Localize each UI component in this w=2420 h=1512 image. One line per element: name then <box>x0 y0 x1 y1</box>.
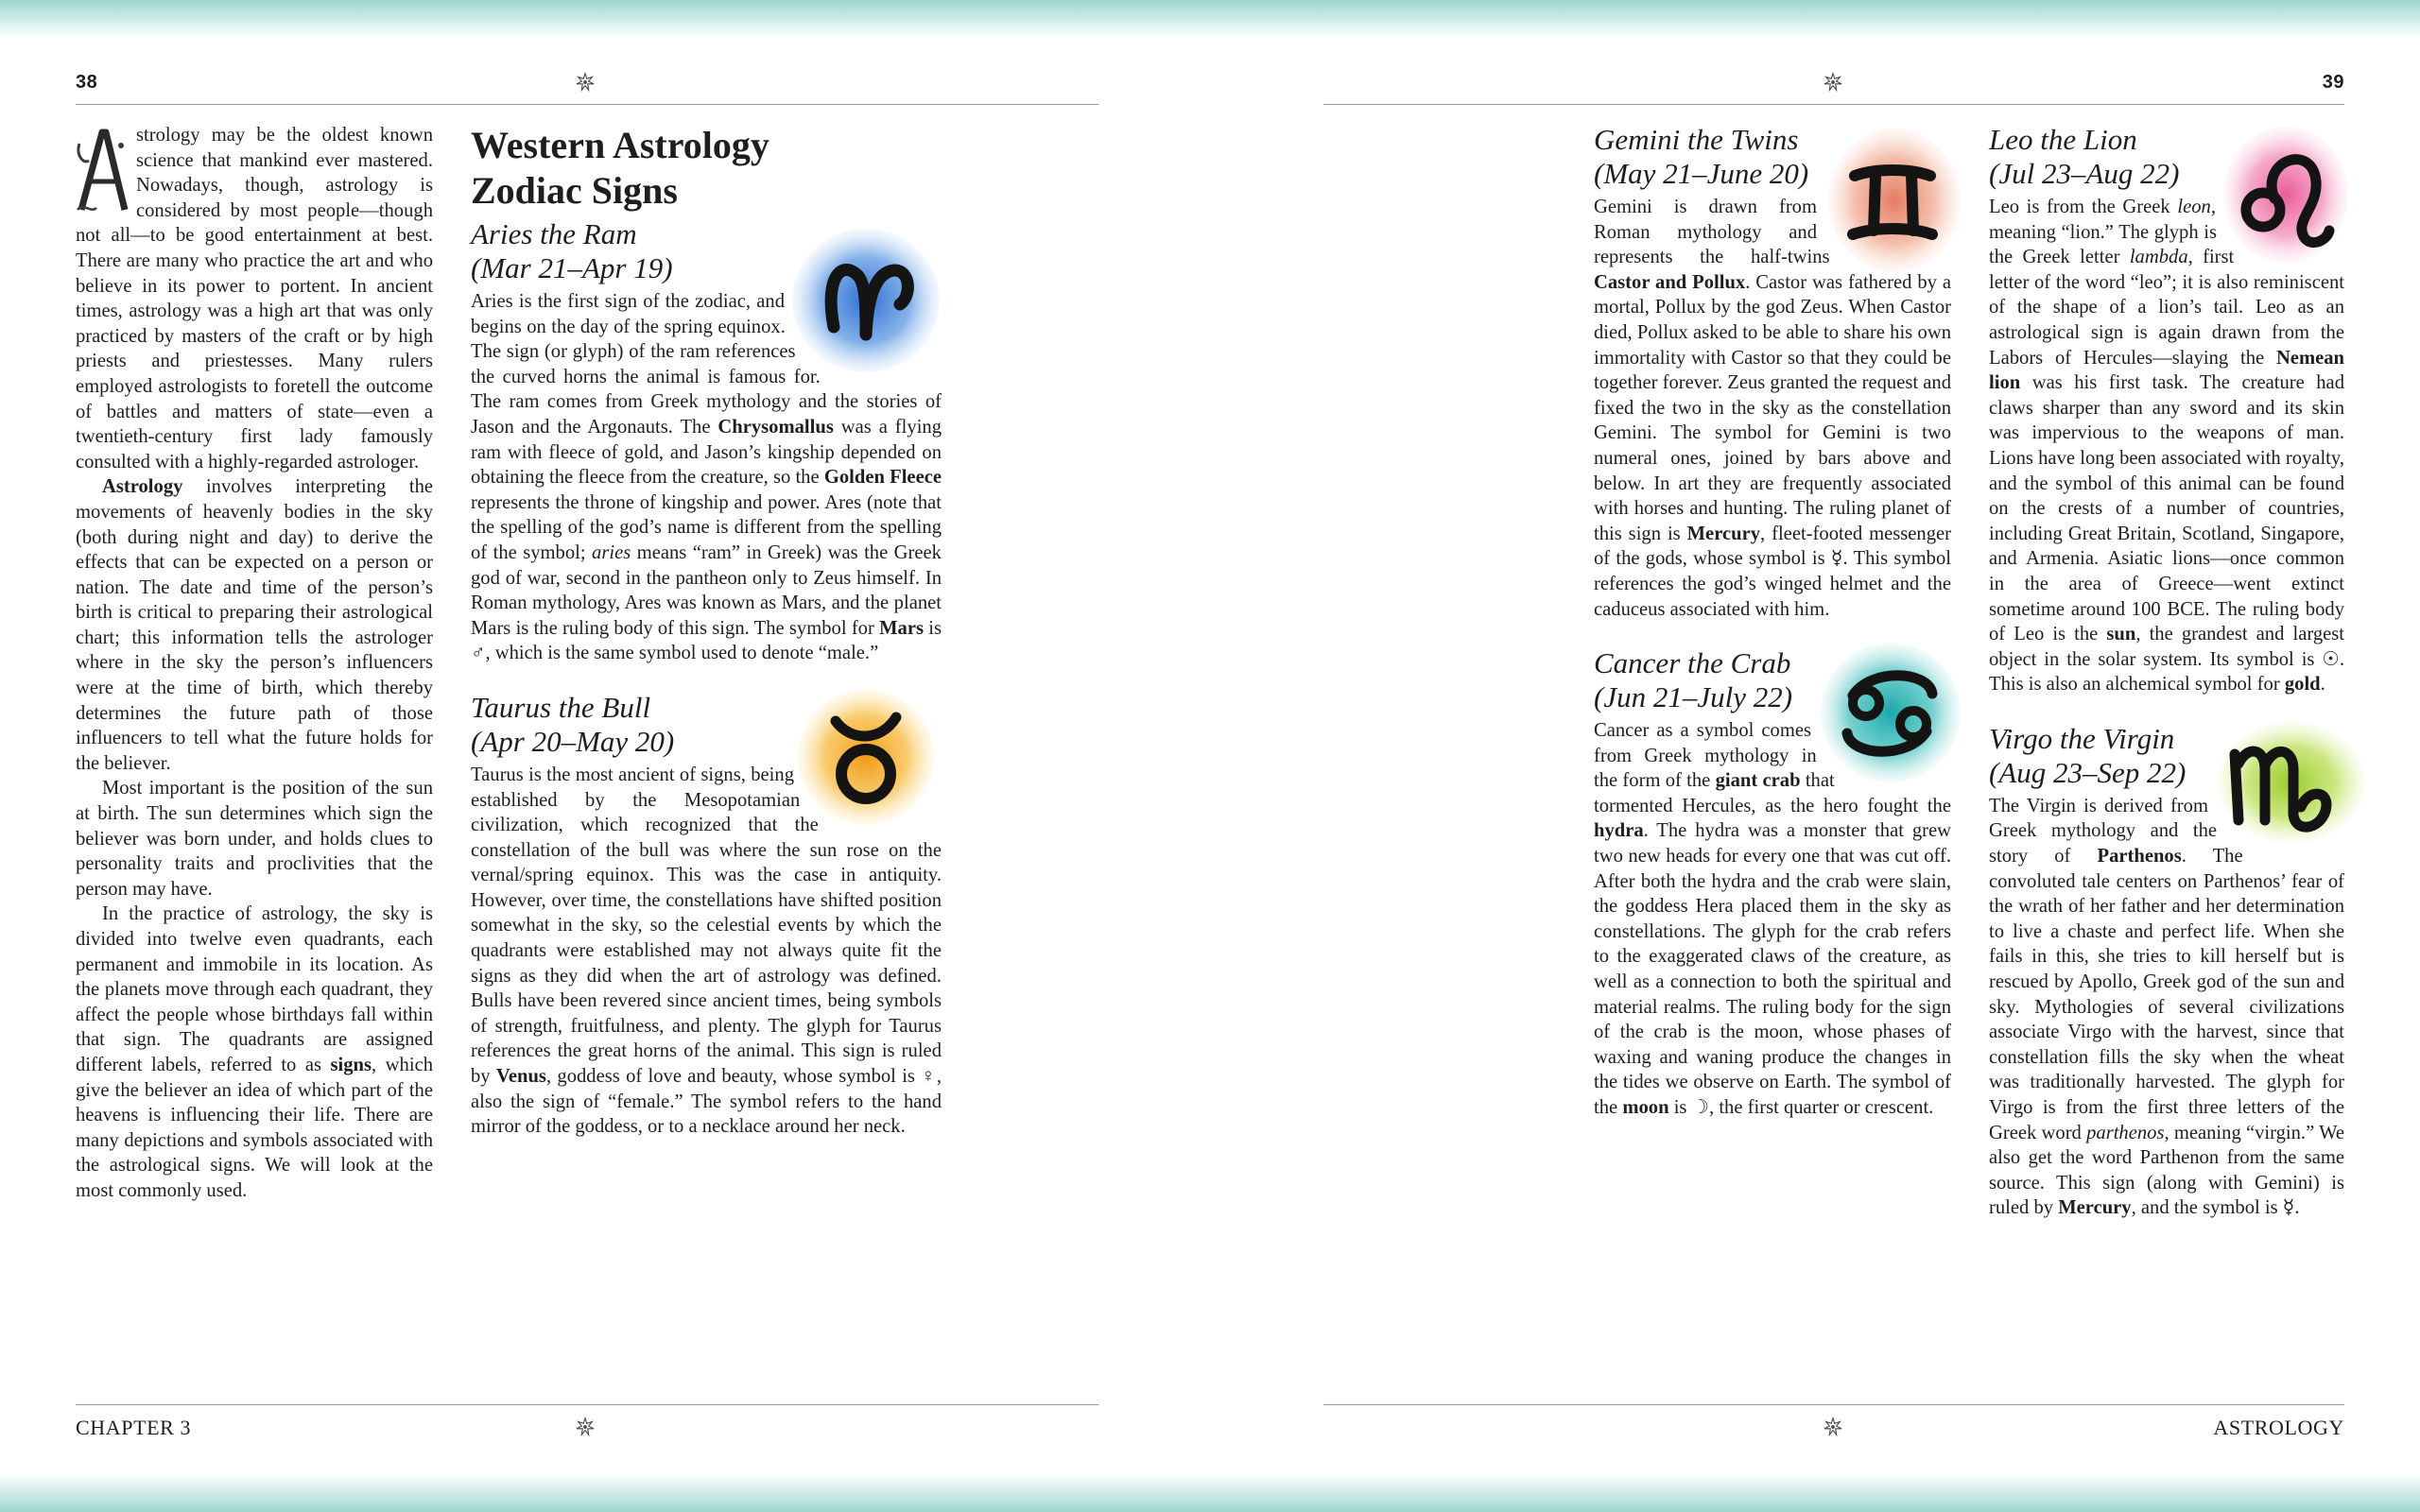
zodiac-column-right-1 <box>1594 123 1951 1121</box>
gemini-glyph-icon <box>1819 123 1961 274</box>
leo-text: Leo is from the Greek leon, meaning “lion.” The glyph is the Greek letter lambda, first letter of the word “leo”; it is also reminiscent of the shape of a lion’s tail. Leo as an astrological sign is again drawn from the Labors of Hercules—slaying the Nemean lion was his first task. The creature had claws sharper than any sword and its skin was impervious to the weapons of man. Lions have long been associated with royalty, and the symbol of this animal can be found on the crests of a number of countries, including Great Britain, Scotland, Singapore, and Armenia. Asiatic lions—once common in the area of Greece—went extinct sometime around 100 BCE. The ruling body of Leo is the sun, the grandest and largest object in the solar system. Its symbol is ☉. This is also an alchemical symbol for gold. <box>1989 197 2345 696</box>
right-page-number: 39 <box>2322 72 2344 93</box>
chapter-footer: CHAPTER 3 <box>76 1416 192 1439</box>
gemini-text: Gemini is drawn from Roman mythology and represents the half-twins Castor and Pollux. Castor was fathered by a mortal, Pollux by the god Zeus. When Castor died, Pollux asked to be able to share his own immortality with Castor so that they could be together forever. Zeus granted the request and fixed the two in the sky as the constellation Gemini. The symbol for Gemini is two numeral ones, joined by bars above and below. In art they are frequently associated with horses and hunting. The ruling planet of this sign is Mercury, fleet-footed messenger of the gods, whose symbol is ☿. This symbol references the god’s winged helmet and the caduceus associated with him. <box>1594 197 1951 620</box>
zodiac-column-left <box>471 123 942 1140</box>
right-header-rule <box>1323 104 2344 105</box>
left-page <box>76 0 1098 1512</box>
right-footer-rule <box>1323 1404 2344 1405</box>
left-page-number: 38 <box>76 72 98 93</box>
cancer-entry <box>1594 646 1951 1121</box>
virgo-glyph-icon <box>2206 716 2367 849</box>
taurus-glyph-icon <box>794 683 938 827</box>
section-title: Western Astrology Zodiac Signs <box>471 124 769 212</box>
zodiac-column-right-2 <box>1989 123 2344 1221</box>
ornament-icon <box>575 1417 596 1437</box>
intro-column <box>76 123 433 1204</box>
drop-cap <box>74 127 129 217</box>
leo-heading: Leo the Lion (Jul 23–Aug 22) <box>1989 123 2180 190</box>
intro-paragraph-2: Astrology involves interpreting the movements of heavenly bodies in the sky (both during night and day) to derive the effects that can be expected on a person or nation. The date and time of the person’s birth is critical to preparing their astrological chart; this information tells the astrologer where in the sky the person’s influencers were at the time of birth, which thereby determines the future path of those influencers to tell what the future holds for the believer. <box>76 476 434 774</box>
section-footer: ASTROLOGY <box>2213 1416 2344 1439</box>
leo-entry <box>1989 123 2344 697</box>
leo-glyph-icon <box>2218 123 2350 266</box>
drop-cap-letter: A <box>74 127 75 128</box>
cancer-glyph-icon <box>1815 639 1962 786</box>
aries-glyph-icon <box>788 221 945 378</box>
aries-heading: Aries the Ram (Mar 21–Apr 19) <box>471 217 673 284</box>
left-header-rule <box>76 104 1098 105</box>
gemini-heading: Gemini the Twins (May 21–June 20) <box>1594 123 1809 190</box>
ornament-icon <box>1823 72 1843 93</box>
intro-paragraph-4: In the practice of astrology, the sky is divided into twelve even quadrants, each permanent and immobile in its location. As the planets move through each quadrant, they affect the people whose birthdays fall within that sign. The quadrants are assigned different labels, referred to as signs, which give the believer an idea of which part of the heavens is influencing their life. There are many depictions and symbols associated with the astrological signs. We will look at the most commonly used. <box>76 903 434 1201</box>
taurus-text: Taurus is the most ancient of signs, being established by the Mesopotamian civilization, which recognized that the constellation of the bull was where the sun rose on the vernal/spring equinox. This was the case in antiquity. However, over time, the constellations have shifted position somewhat in the sky, so the celestial events by which the quadrants were established may not always quite fit the signs as they did when the art of astrology was defined. Bulls have been revered since ancient times, being symbols of strength, fruitfulness, and plenty. The glyph for Taurus references the great horns of the animal. This sign is ruled by Venus, goddess of love and beauty, whose symbol is ♀, also the sign of “female.” The symbol refers to the hand mirror of the goddess, or to a necklace around her neck. <box>471 764 942 1138</box>
taurus-heading: Taurus the Bull (Apr 20–May 20) <box>471 690 675 758</box>
intro-paragraph-3: Most important is the position of the sun at birth. The sun determines which sign the believer was born under, and holds clues to personality traits and proclivities that the person may have. <box>76 778 433 900</box>
bold-term: signs <box>330 1054 372 1075</box>
intro-paragraph-1: strology may be the oldest known science that mankind ever mastered. Nowadays, though, astrology is considered by most people—though not all—to be good entertainment at best. There are many who practice the art and who believe in its power to portent. In ancient times, astrology was a high art that was only practiced by masters of the craft or by high priests and priestesses. Many rulers employed astrologists to foretell the outcome of battles and matters of state—even a twentieth-century first lady famously consulted with a highly-regarded astrologer. <box>76 125 433 472</box>
aries-entry <box>471 217 942 666</box>
cancer-heading: Cancer the Crab (Jun 21–July 22) <box>1594 646 1793 714</box>
left-footer-rule <box>76 1404 1098 1405</box>
ornament-icon <box>1823 1417 1843 1437</box>
ornament-icon <box>575 72 596 93</box>
taurus-entry <box>471 691 942 1140</box>
cancer-text: Cancer as a symbol comes from Greek mythology in the form of the giant crab that tormented Hercules, as the hero fought the hydra. The hydra was a monster that grew two new heads for every one that was cut off. After both the hydra and the crab were slain, the goddess Hera placed them in the sky as constellations. The glyph for the crab refers to the exaggerated claws of the creature, as well as a connection to both the spiritual and material realms. The ruling body for the sign of the crab is the moon, whose phases of waxing and waning produce the changes in the tides we observe on Earth. The symbol of the moon is ☽, the first quarter or crescent. <box>1594 720 1951 1118</box>
right-page <box>1323 0 2344 1512</box>
gemini-entry <box>1594 123 1951 622</box>
bold-term: Astrology <box>102 476 183 498</box>
aries-text: Aries is the first sign of the zodiac, and begins on the day of the spring equinox. The sign (or glyph) of the ram references the curved horns the animal is famous for. The ram comes from Greek mythology and the stories of Jason and the Argonauts. The Chrysomallus was a flying ram with fleece of gold, and Jason’s kingship depended on obtaining the fleece from the creature, so the Golden Fleece represents the throne of kingship and power. Ares (note that the spelling of the god’s name is different from the spelling of the symbol; aries means “ram” in Greek) was the Greek god of war, second in the pantheon only to Zeus himself. In Roman mythology, Ares was known as Mars, and the planet Mars is the ruling body of this sign. The symbol for Mars is ♂, which is the same symbol used to denote “male.” <box>471 291 942 664</box>
virgo-text: The Virgin is derived from Greek mythology and the story of Parthenos. The convoluted tale centers on Parthenos’ fear of the wrath of her father and her determination to live a chaste and perfect life. When she fails in this, she tries to kill herself but is rescued by Apollo, Greek god of the sun and sky. Mythologies of several civilizations associate Virgo with the harvest, since that constellation fills the sky when the wheat was traditionally harvested. The glyph for Virgo is from the first three letters of the Greek word parthenos, meaning “virgin.” We also get the word Parthenon from the same source. This sign (along with Gemini) is ruled by Mercury, and the symbol is ☿. <box>1989 795 2345 1219</box>
virgo-entry <box>1989 722 2344 1221</box>
virgo-heading: Virgo the Virgin (Aug 23–Sep 22) <box>1989 721 2187 789</box>
